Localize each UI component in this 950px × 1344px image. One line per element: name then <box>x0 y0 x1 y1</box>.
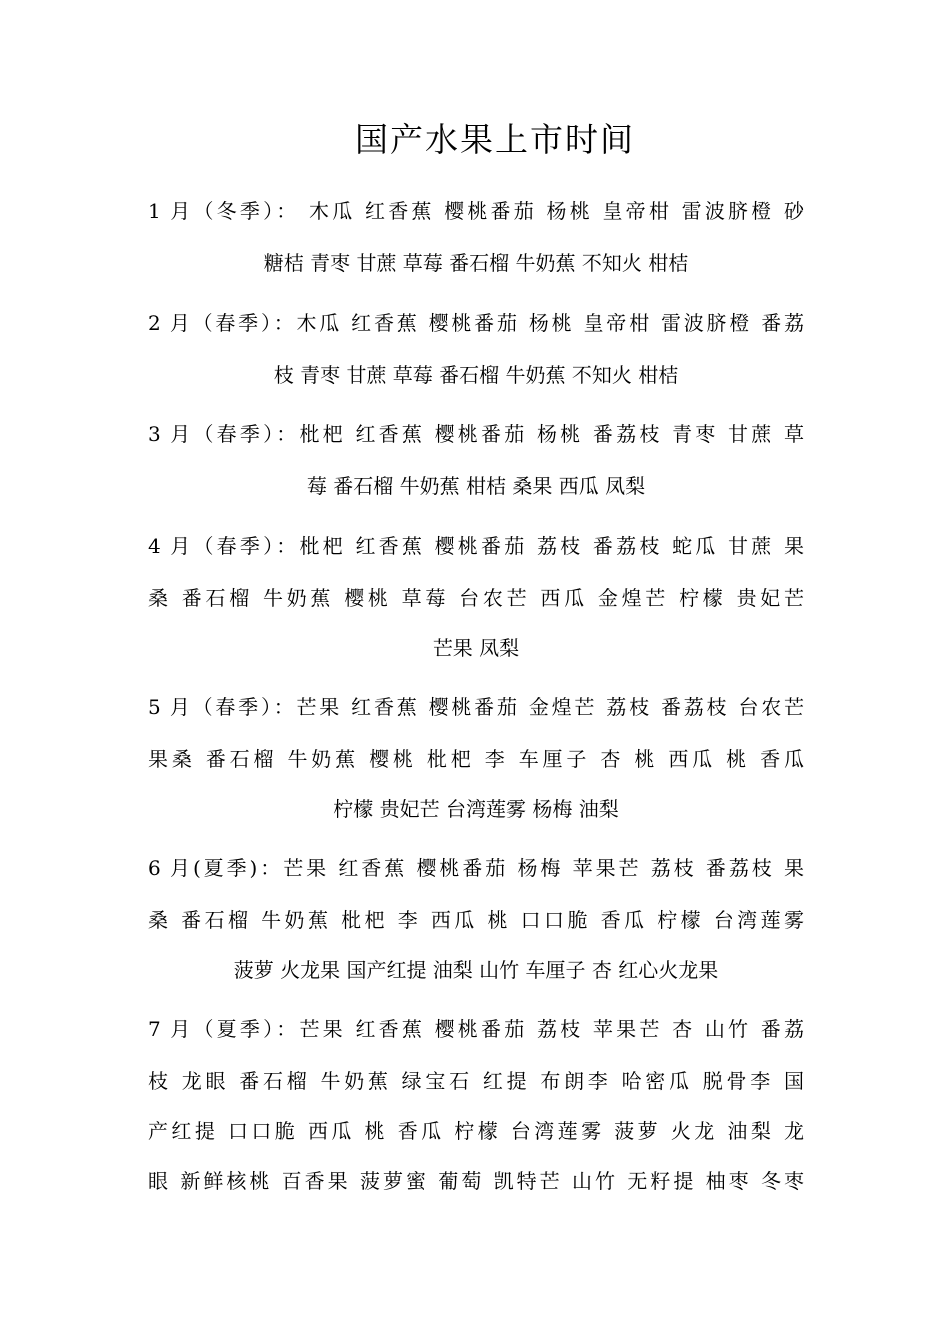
text-line: 糖桔 青枣 甘蔗 草莓 番石榴 牛奶蕉 不知火 柑桔 <box>263 251 689 275</box>
text-line: 1 月（冬季）： 木瓜 红香蕉 樱桃番茄 杨桃 皇帝柑 雷波脐橙 砂 <box>148 199 804 223</box>
text-line: 枝 青枣 甘蔗 草莓 番石榴 牛奶蕉 不知火 柑桔 <box>273 363 679 387</box>
text-line: 柠檬 贵妃芒 台湾莲雾 杨梅 油梨 <box>333 797 619 821</box>
text-line: 芒果 凤梨 <box>432 636 520 660</box>
text-line: 桑 番石榴 牛奶蕉 樱桃 草莓 台农芒 西瓜 金煌芒 柠檬 贵妃芒 <box>148 586 804 610</box>
text-line: 2 月（春季）：木瓜 红香蕉 樱桃番茄 杨桃 皇帝柑 雷波脐橙 番荔 <box>148 311 804 335</box>
text-line: 7 月（夏季）：芒果 红香蕉 樱桃番茄 荔枝 苹果芒 杏 山竹 番荔 <box>148 1017 804 1041</box>
text-line: 果桑 番石榴 牛奶蕉 樱桃 枇杷 李 车厘子 杏 桃 西瓜 桃 香瓜 <box>148 747 804 771</box>
text-line: 4 月（春季）：枇杷 红香蕉 樱桃番茄 荔枝 番荔枝 蛇瓜 甘蔗 果 <box>148 534 804 558</box>
text-line: 枝 龙眼 番石榴 牛奶蕉 绿宝石 红提 布朗李 哈密瓜 脱骨李 国 <box>148 1069 804 1093</box>
text-line: 产红提 口口脆 西瓜 桃 香瓜 柠檬 台湾莲雾 菠萝 火龙 油梨 龙 <box>148 1119 804 1143</box>
text-line: 桑 番石榴 牛奶蕉 枇杷 李 西瓜 桃 口口脆 香瓜 柠檬 台湾莲雾 <box>148 908 804 932</box>
text-line: 3 月（春季）：枇杷 红香蕉 樱桃番茄 杨桃 番荔枝 青枣 甘蔗 草 <box>148 422 804 446</box>
text-line: 莓 番石榴 牛奶蕉 柑桔 桑果 西瓜 凤梨 <box>306 474 646 498</box>
document-title: 国产水果上市时间 <box>355 120 635 159</box>
text-line: 5 月（春季）：芒果 红香蕉 樱桃番茄 金煌芒 荔枝 番荔枝 台农芒 <box>148 695 804 719</box>
text-line: 菠萝 火龙果 国产红提 油梨 山竹 车厘子 杏 红心火龙果 <box>233 958 719 982</box>
text-line: 眼 新鲜核桃 百香果 菠萝蜜 葡萄 凯特芒 山竹 无籽提 柚枣 冬枣 <box>148 1169 804 1193</box>
text-line: 6 月(夏季)：芒果 红香蕉 樱桃番茄 杨梅 苹果芒 荔枝 番荔枝 果 <box>148 856 804 880</box>
